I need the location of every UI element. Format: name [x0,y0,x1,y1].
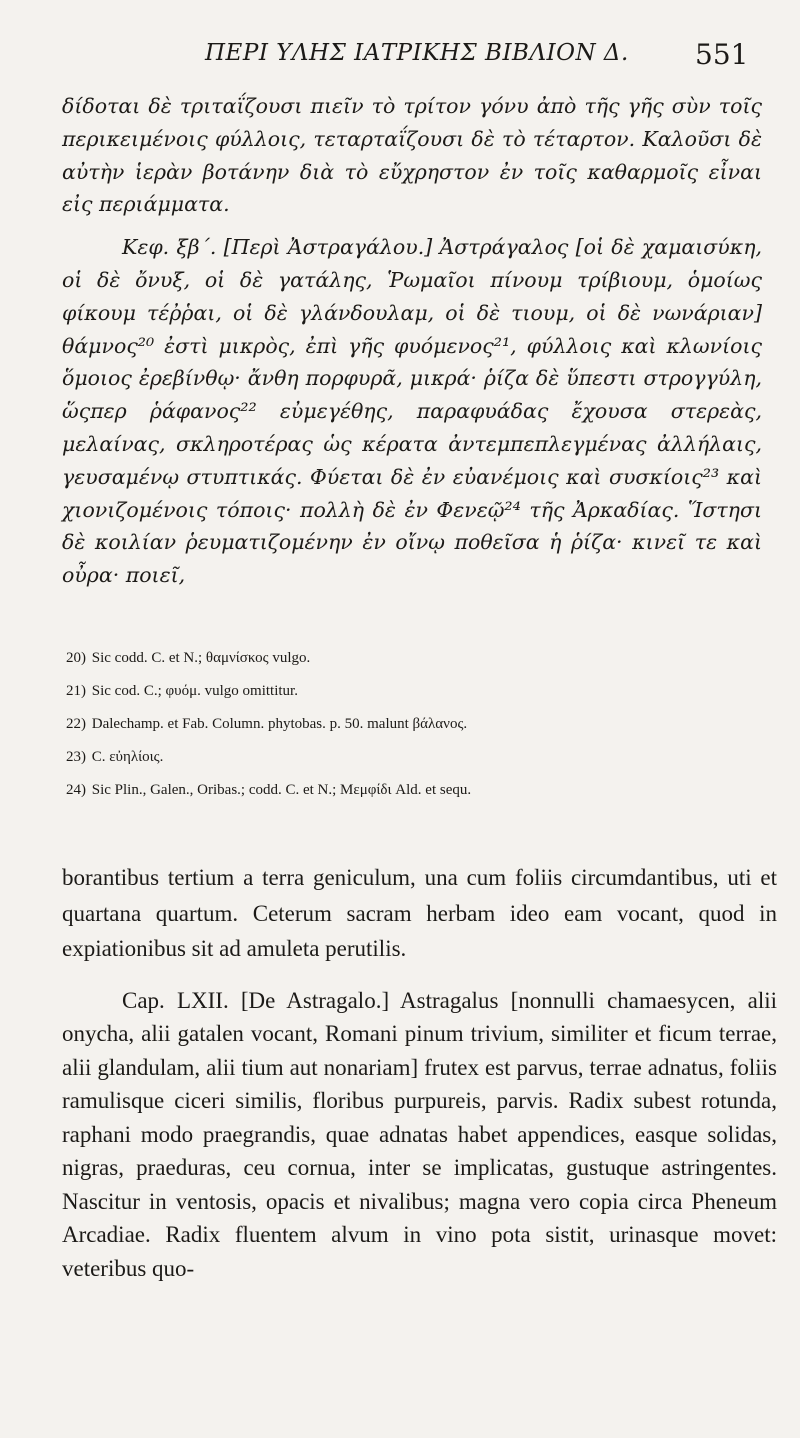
running-title: ΠΕΡΙ ΥΛΗΣ ΙΑΤΡΙΚΗΣ ΒΙΒΛΙΟΝ Δ. [205,40,629,66]
greek-text-block [62,90,762,592]
footnote-number: 22) [66,716,86,732]
footnote-number: 23) [66,749,86,765]
footnote-24 [66,774,766,800]
footnote-20 [66,642,766,675]
footnote-text: Sic cod. C.; φυόμ. vulgo omittitur. [91,683,298,699]
footnote-text: Sic codd. C. et N.; θαμνίσκος vulgo. [91,650,311,666]
footnote-text: C. εὐηλίοις. [91,749,164,765]
footnote-23 [66,741,766,774]
page-number: 551 [695,38,749,71]
footnote-number: 24) [66,782,86,798]
latin-text-block [62,860,777,1285]
footnote-text: Dalechamp. et Fab. Column. phytobas. p. 50. malunt βάλανος. [91,716,468,732]
page-header [0,40,800,80]
footnote-number: 21) [66,683,86,699]
footnote-21 [66,675,766,708]
footnotes [66,642,766,800]
latin-paragraph-2: Cap. LXII. [De Astragalo.] Astragalus [nonnulli chamaesycen, alii onycha, alii gatalen vocant, Romani pinum trivium, similiter et ficum terrae, alii glandulam, alii tium aut nonariam] frutex est parvus, terrae adnatus, foliis ramulisque ciceri similis, floribus purpureis, parvis. Radix subest rotunda, raphani modo praegrandis, quae adnatas habet appendices, easque solidas, nigras, praeduras, ceu cornua, inter se implicatas, gustuque astringentes. Nascitur in ventosis, opacis et nivalibus; magna vero copia circa Pheneum Arcadiae. Radix fluentem alvum in vino pota sistit, urinasque movet: veteribus quo- [62,987,777,1281]
latin-paragraph-1: borantibus tertium a terra geniculum, una cum foliis circumdantibus, uti et quartana quartum. Ceterum sacram herbam ideo eam vocant, quod in expiationibus sit ad amuleta perutilis. [62,865,777,961]
footnote-22 [66,708,766,741]
greek-paragraph-1: δίδοται δὲ τριταΐζουσι πιεῖν τὸ τρίτον γόνυ ἀπὸ τῆς γῆς σὺν τοῖς περικειμένοις φύλλοις, τεταρταΐζουσι δὲ τὸ τέταρτον. Καλοῦσι δὲ αὐτὴν ἱερὰν βοτάνην διὰ τὸ εὔχρηστον ἐν τοῖς καθαρμοῖς εἶναι εἰς περιάμματα. [62,94,762,217]
footnote-text: Sic Plin., Galen., Oribas.; codd. C. et N.; Μεμφίδι Ald. et sequ. [91,782,472,798]
footnote-number: 20) [66,650,86,666]
greek-paragraph-2: Κεφ. ξβ΄. [Περὶ Ἀστραγάλου.] Ἀστράγαλος [οἱ δὲ χαμαισύκη, οἱ δὲ ὄνυξ, οἱ δὲ γατάλης, Ῥωμαῖοι πίνουμ τρίβιουμ, ὁμοίως φίκουμ τέῤῥαι, οἱ δὲ γλάνδουλαμ, οἱ δὲ τιουμ, οἱ δὲ νωνάριαν] θάμνος²⁰ ἐστὶ μικρὸς, ἐπὶ γῆς φυόμενος²¹, φύλλοις καὶ κλωνίοις ὅμοιος ἐρεβίνθῳ· ἄνθη πορφυρᾶ, μικρά· ῥίζα δὲ ὕπεστι στρογγύλη, ὥςπερ ῥάφανος²² εὐμεγέθης, παραφυάδας ἔχουσα στερεὰς, μελαίνας, σκληροτέρας ὡς κέρατα ἀντεμπεπλεγμένας ἀλλήλαις, γευσαμένῳ στυπτικάς. Φύεται δὲ ἐν εὐανέμοις καὶ συσκίοις²³ καὶ χιονιζομένοις τόποις· πολλὴ δὲ ἐν Φενεῷ²⁴ τῆς Ἀρκαδίας. Ἵστησι δὲ κοιλίαν ῥευματιζομένην ἐν οἴνῳ ποθεῖσα ἡ ῥίζα· κινεῖ τε καὶ οὖρα· ποιεῖ, [62,235,762,588]
